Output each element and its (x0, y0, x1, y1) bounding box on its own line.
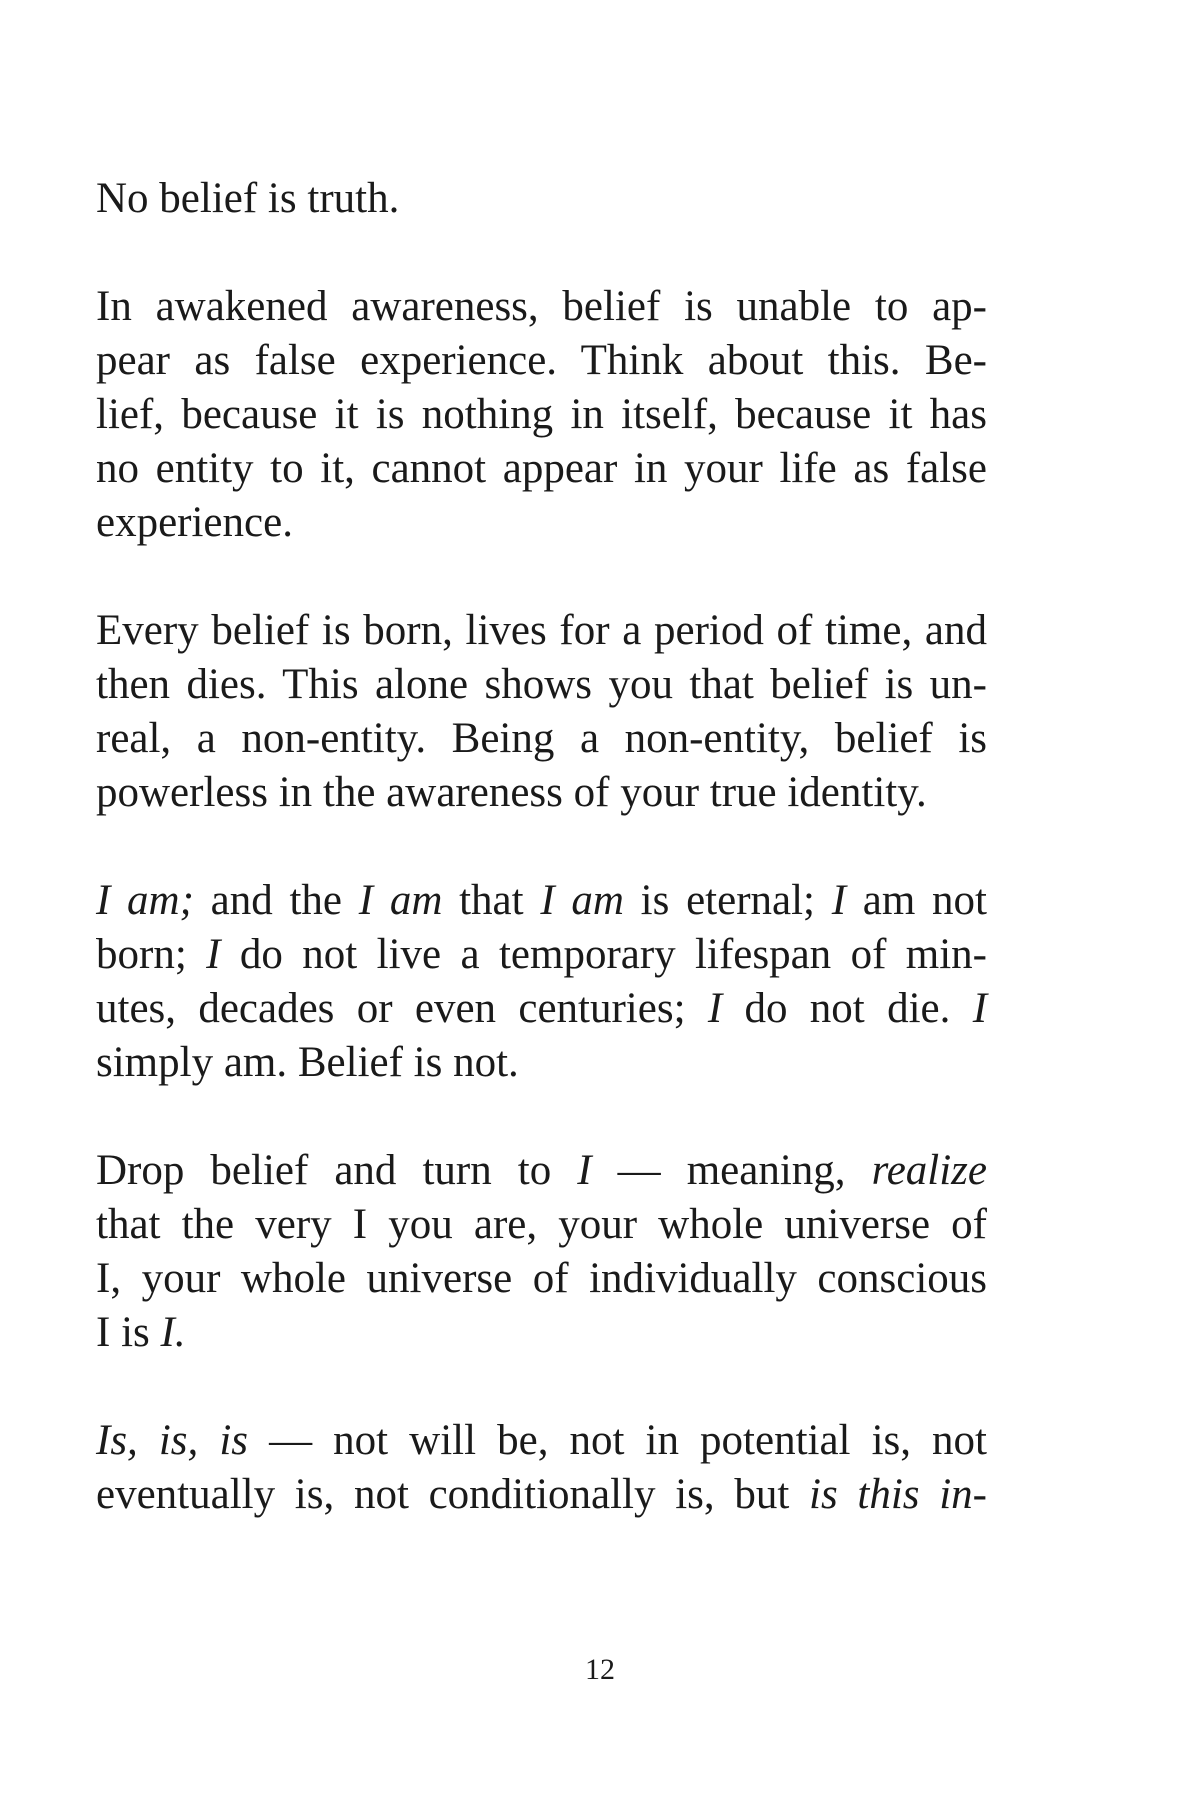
text-run: no entity to it, cannot appear in your life as false (96, 445, 987, 492)
italic-run: I (577, 1147, 592, 1194)
text-run: pear as false experience. Think about this. Be- (96, 337, 987, 384)
text-run: utes, decades or even centuries; (96, 985, 708, 1032)
page-number: 12 (585, 1653, 615, 1686)
paragraph (96, 280, 987, 550)
text-run: do not live a temporary lifespan of min- (220, 931, 987, 978)
italic-run: I am; (96, 877, 194, 924)
text-run: that the very I you are, your whole universe of (96, 1201, 987, 1248)
text-line (96, 604, 987, 658)
text-line (96, 388, 987, 442)
text-run: born; (96, 931, 207, 978)
italic-run: is this in- (809, 1471, 987, 1518)
text-run: I is (96, 1309, 161, 1356)
text-line (96, 334, 987, 388)
paragraph (96, 604, 987, 820)
italic-run: I. (160, 1309, 186, 1356)
text-run: and the (193, 877, 359, 924)
text-run: eventually is, not conditionally is, but (96, 1471, 809, 1518)
italic-run: I (972, 985, 988, 1032)
text-line (96, 712, 987, 766)
italic-run: I (707, 985, 723, 1032)
paragraph (96, 1414, 987, 1522)
text-run: experience. (96, 499, 293, 546)
italic-run: I am (358, 877, 443, 924)
text-line (96, 1144, 987, 1198)
text-run: No belief is truth. (96, 175, 400, 222)
text-run: that (442, 877, 541, 924)
text-line (96, 442, 987, 496)
italic-run: I am (540, 877, 624, 924)
text-line (96, 982, 987, 1036)
text-line (96, 1306, 987, 1360)
text-run: then dies. This alone shows you that belief is un- (96, 661, 987, 708)
text-line (96, 172, 987, 226)
text-run: — meaning, (591, 1147, 872, 1194)
italic-run: realize (871, 1147, 987, 1194)
text-line (96, 1198, 987, 1252)
body-text (96, 172, 987, 1522)
text-line (96, 1252, 987, 1306)
text-run: is eternal; (623, 877, 832, 924)
text-line (96, 1468, 987, 1522)
text-run: Drop belief and turn to (96, 1147, 578, 1194)
text-run: real, a non-entity. Being a non-entity, belief is (96, 715, 987, 762)
text-line (96, 1036, 987, 1090)
italic-run: I (206, 931, 221, 978)
text-line (96, 496, 987, 550)
text-run: — not will be, not in potential is, not (248, 1417, 988, 1464)
italic-run: Is, is, is (96, 1417, 249, 1464)
text-line (96, 658, 987, 712)
text-line (96, 1414, 987, 1468)
text-run: am not (846, 877, 988, 924)
text-line (96, 766, 987, 820)
text-line (96, 280, 987, 334)
text-line (96, 928, 987, 982)
paragraph (96, 172, 987, 226)
text-run: Every belief is born, lives for a period of time, and (96, 607, 987, 654)
text-run: do not die. (722, 985, 973, 1032)
paragraph (96, 1144, 987, 1360)
text-line (96, 874, 987, 928)
text-run: I, your whole universe of individually conscious (96, 1255, 987, 1302)
text-run: powerless in the awareness of your true identity. (96, 769, 927, 816)
paragraph (96, 874, 987, 1090)
italic-run: I (831, 877, 847, 924)
text-run: simply am. Belief is not. (96, 1039, 519, 1086)
text-run: lief, because it is nothing in itself, because it has (96, 391, 987, 438)
text-run: In awakened awareness, belief is unable to ap- (96, 283, 987, 330)
